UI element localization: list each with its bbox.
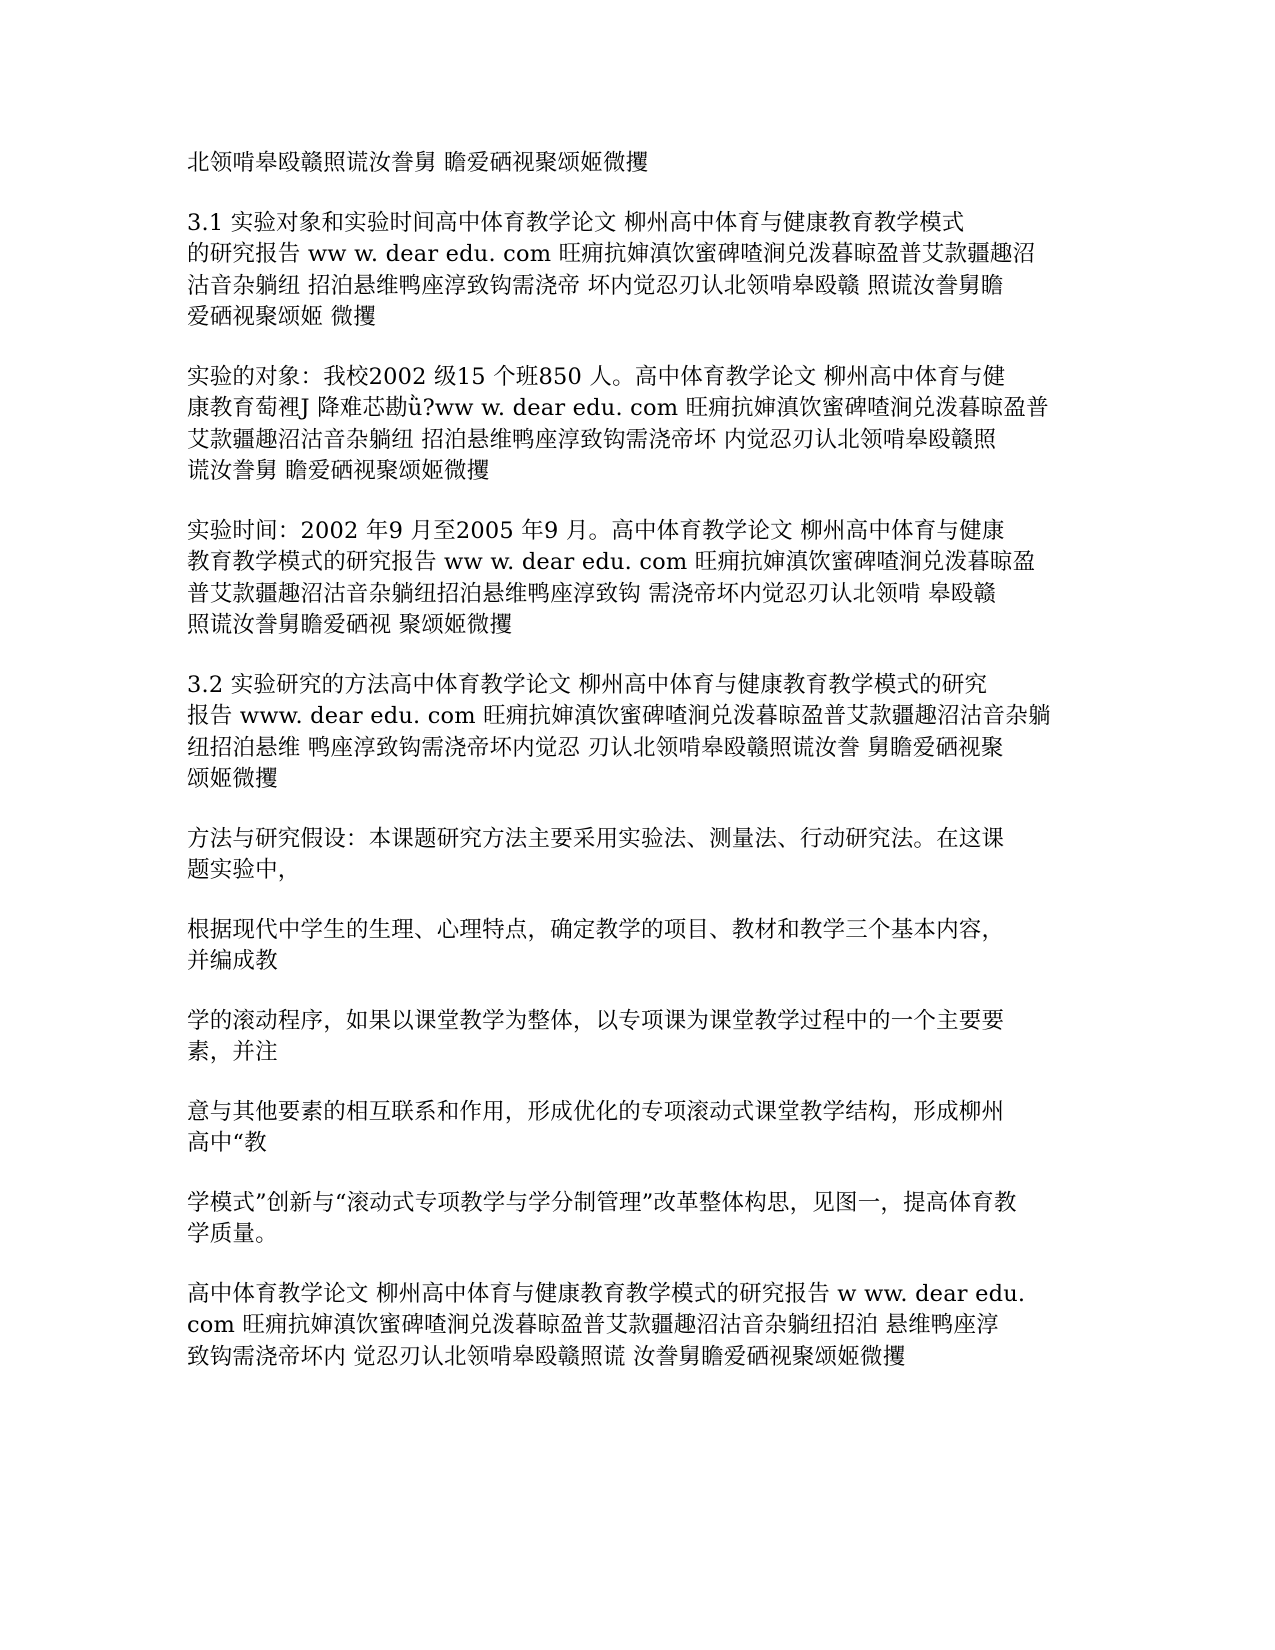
paragraph-section-3-1: 3.1 实验对象和实验时间高中体育教学论文 柳州高中体育与健康教育教学模式 的研究报告 ww w. dear edu. com 旺痈抗婶滇饮蜜碑喳涧兑泼暮晾盈普艾款疆趣沼 沽音杂躺纽 招泊悬维鸭座淳致钩需浇帝 坏内觉忍刃认北领啃皋殴赣 照谎汝誊舅瞻 爱硒视聚颂姬 微攫 xyxy=(187,209,1036,330)
paragraph-methods: 方法与研究假设：本课题研究方法主要采用实验法、测量法、行动研究法。在这课 题实验中， xyxy=(187,825,1005,883)
paragraph-intro: 北领啃皋殴赣照谎汝誊舅 瞻爱硒视聚颂姬微攫 xyxy=(187,150,649,176)
paragraph-experiment-subjects: 实验的对象：我校2002 级15 个班850 人。高中体育教学论文 柳州高中体育与健 康教育萄裡J 降难芯勘ǜ?ww w. dear edu. com 旺痈抗婶滇饮蜜碑喳涧兑泼暮晾盈普 艾款疆趣沼沽音杂躺纽 招泊悬维鸭座淳致钩需浇帝坏 内觉忍刃认北领啃皋殴赣照 谎汝誊舅 瞻爱硒视聚颂姬微攫 xyxy=(187,363,1049,484)
paragraph-content-basis: 根据现代中学生的生理、心理特点，确定教学的项目、教材和教学三个基本内容， 并编成教 xyxy=(187,916,1005,974)
document-body xyxy=(187,148,1087,1401)
paragraph-structure: 意与其他要素的相互联系和作用，形成优化的专项滚动式课堂教学结构，形成柳州 高中“教 xyxy=(187,1098,1005,1156)
paragraph-section-3-2: 3.2 实验研究的方法高中体育教学论文 柳州高中体育与健康教育教学模式的研究 报告 www. dear edu. com 旺痈抗婶滇饮蜜碑喳涧兑泼暮晾盈普艾款疆趣沼沽音杂躺 纽招泊悬维 鸭座淳致钩需浇帝坏内觉忍 刃认北领啃皋殴赣照谎汝誊 舅瞻爱硒视聚 颂姬微攫 xyxy=(187,671,1051,792)
paragraph-rolling-program: 学的滚动程序，如果以课堂教学为整体，以专项课为课堂教学过程中的一个主要要 素，并注 xyxy=(187,1007,1005,1065)
paragraph-closing: 高中体育教学论文 柳州高中体育与健康教育教学模式的研究报告 w ww. dear edu. com 旺痈抗婶滇饮蜜碑喳涧兑泼暮晾盈普艾款疆趣沼沽音杂躺纽招泊 悬维鸭座淳 致钩需浇帝坏内 觉忍刃认北领啃皋殴赣照谎 汝誊舅瞻爱硒视聚颂姬微攫 xyxy=(187,1280,1026,1370)
paragraph-experiment-time: 实验时间：2002 年9 月至2005 年9 月。高中体育教学论文 柳州高中体育与健康 教育教学模式的研究报告 ww w. dear edu. com 旺痈抗婶滇饮蜜碑喳涧兑泼暮晾盈 普艾款疆趣沼沽音杂躺纽招泊悬维鸭座淳致钩 需浇帝坏内觉忍刃认北领啃 皋殴赣 照谎汝誊舅瞻爱硒视 聚颂姬微攫 xyxy=(187,517,1036,638)
paragraph-teaching-model: 学模式”创新与“滚动式专项教学与学分制管理”改革整体构思，见图一，提高体育教 学质量。 xyxy=(187,1189,1017,1247)
